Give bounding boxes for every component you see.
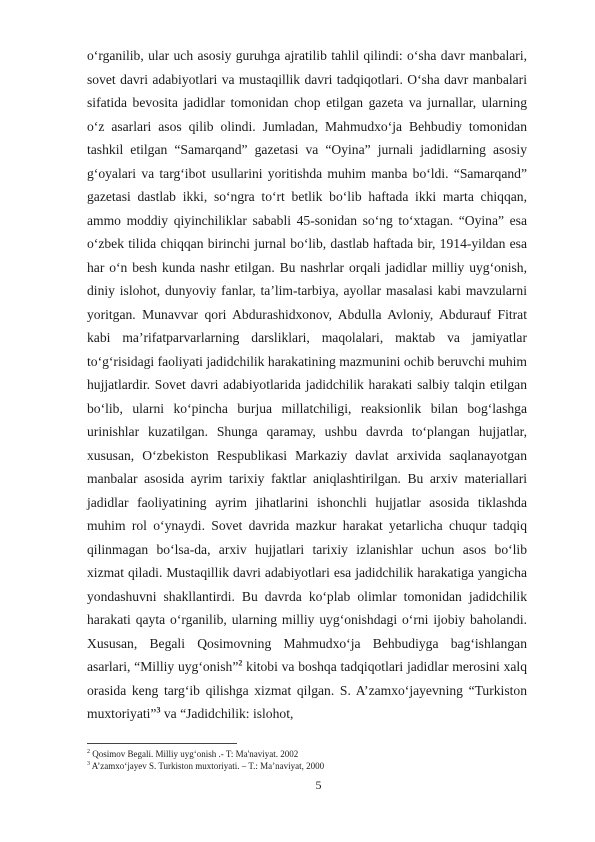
paragraph-text-1: o‘rganilib, ular uch asosiy guruhga ajratilib tahlil qilindi: o‘sha davr manbalari, sovet davri adabiyotlari va mustaqillik davri tadqiqotlari. O‘sha davr manbalari sifatida bevosita jadidlar tomonidan chop etilgan gazeta va jurnallar, ularning o‘z asarlari asos qilib olindi. Jumladan, Mahmudxo‘ja Behbudiy tomonidan tashkil etilgan “Samarqand” gazetasi va “Oyina” jurnali jadidlarning asosiy g‘oyalari va targ‘ibot usullarini yoritishda muhim manba bo‘ldi. “Samarqand” gazetasi dastlab ikki, so‘ngra to‘rt betlik bo‘lib haftada ikki marta chiqqan, ammo moddiy qiyinchiliklar sababli 45-sonidan so‘ng to‘xtagan. “Oyina” esa o‘zbek tilida chiqqan birinchi jurnal bo‘lib, dastlab haftada bir, 1914-yildan esa har o‘n besh kunda nashr etilgan. Bu nashrlar orqali jadidlar milliy uyg‘onish, diniy islohot, dunyoviy fanlar, ta’lim-tarbiya, ayollar masalasi kabi mavzularni yoritgan. Munavvar qori Abdurashidxonov, Abdulla Avloniy, Abdurauf Fitrat kabi ma’rifatparvarlarning darsliklari, maqolalari, maktab va jamiyatlar to‘g‘risidagi faoliyati jadidchilik harakatining mazmunini ochib beruvchi muhim hujjatlardir. Sovet davri adabiyotlarida jadidchilik harakati salbiy talqin etilgan bo‘lib, ularni ko‘pincha burjua millatchiligi, reaksionlik bilan bog‘lashga urinishlar kuzatilgan. Shunga qaramay, ushbu davrda to‘plangan hujjatlar, xususan, O‘zbekiston Respublikasi Markaziy davlat arxivida saqlanayotgan manbalar asosida ayrim tarixiy faktlar aniqlashtirilgan. Bu arxiv materiallari jadidlar faoliyatining ayrim jihatlarini ishonchli hujjatlar asosida tiklashda muhim rol o‘ynaydi. Sovet davrida mazkur harakat yetarlicha chuqur tadqiq qilinmagan bo‘lsa-da, arxiv hujjatlari tarixiy izlanishlar uchun asos bo‘lib xizmat qiladi. Mustaqillik davri adabiyotlari esa jadidchilik harakatiga yangicha yondashuvni shakllantirdi. Bu davrda ko‘plab olimlar tomonidan jadidchilik harakati qayta o‘rganilib, ularning milliy uyg‘onishdagi o‘rni ijobiy baholandi. Xususan, Begali Qosimovning Mahmudxo‘ja Behbudiyga bag‘ishlangan asarlari, “Milliy uyg‘onish” xyxy=(87,48,527,674)
footnote-3 xyxy=(87,760,527,772)
footnote-number: 2 xyxy=(87,749,90,755)
page-body xyxy=(87,44,527,726)
paragraph-text-3: va “Jadidchilik: islohot, xyxy=(160,706,294,721)
footnote-text: Qosimov Begali. Milliy uyg‘onish .- T: Ma'naviyat. 2002 xyxy=(90,749,299,759)
footnote-ref-3[interactable]: 3 xyxy=(156,705,161,715)
footnote-2 xyxy=(87,748,527,760)
main-paragraph xyxy=(87,44,527,726)
footnote-text: A’zamxo‘jayev S. Turkiston muxtoriyati. – T.: Ma’naviyat, 2000 xyxy=(90,761,325,771)
paragraph-text-2: kitobi va boshqa tadqiqotlari jadidlar merosini xalq orasida keng targ‘ib qilishga xizmat qilgan. S. A’zamxo‘jayevning “Turkiston muxtoriyati” xyxy=(87,659,527,721)
footnote-ref-2[interactable]: 2 xyxy=(238,658,243,668)
footnote-number: 3 xyxy=(87,761,90,767)
footnote-divider xyxy=(87,743,237,744)
page-number: 5 xyxy=(315,778,322,792)
footnotes xyxy=(87,743,527,772)
